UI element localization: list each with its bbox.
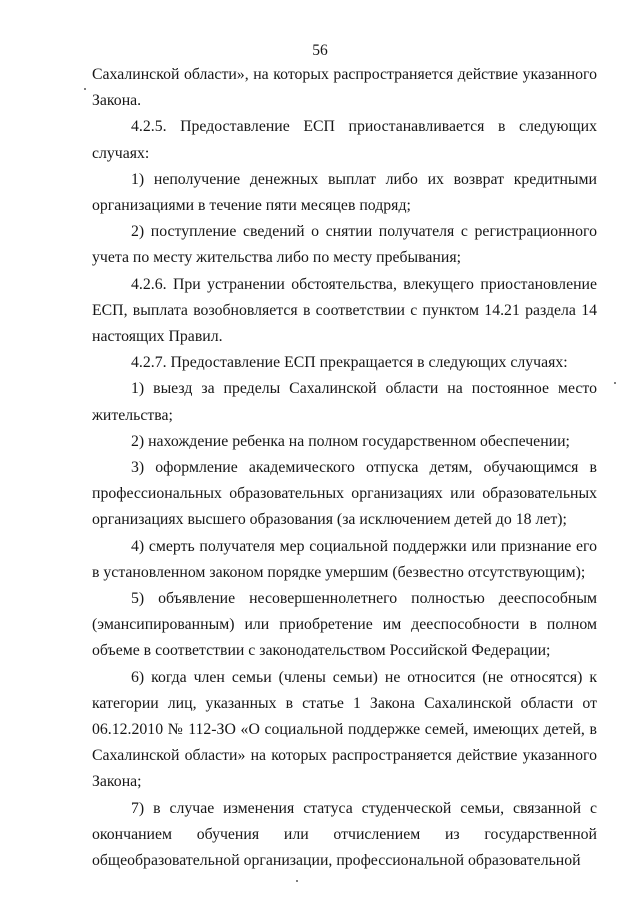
paragraph-4-2-7-item-5: 5) объявление несовершеннолетнего полностью дееспособным (эмансипированным) или приобретение им дееспособности в полном объеме в соответствии с законодательством Российской Федерации; [92, 590, 597, 660]
paragraph-4-2-5: 4.2.5. Предоставление ЕСП приостанавливается в следующих случаях: [92, 118, 597, 162]
paragraph-4-2-7-item-6: 6) когда член семьи (члены семьи) не относится (не относятся) к категории лиц, указанных в статье 1 Закона Сахалинской области от 06.12.2010 № 112-ЗО «О социальной поддержке семей, имеющих детей, в Сахалинской области» на которых распространяется действие указанного Закона; [92, 668, 597, 791]
scan-speck [84, 88, 86, 90]
paragraph-4-2-7-item-1: 1) выезд за пределы Сахалинской области на постоянное место жительства; [92, 380, 597, 424]
paragraph-continuation: Сахалинской области», на которых распространяется действие указанного Закона. [92, 66, 597, 110]
scan-speck [614, 382, 616, 384]
paragraph-4-2-7-item-2: 2) нахождение ребенка на полном государственном обеспечении; [131, 432, 570, 450]
page-number: 56 [312, 42, 328, 59]
scan-speck [296, 880, 298, 882]
document-body [92, 62, 597, 874]
paragraph-4-2-7: 4.2.7. Предоставление ЕСП прекращается в следующих случаях: [131, 354, 568, 372]
paragraph-4-2-5-item-1: 1) неполучение денежных выплат либо их возврат кредитными организациями в течение пяти месяцев подряд; [92, 170, 597, 215]
paragraph-4-2-7-item-3: 3) оформление академического отпуска детям, обучающимся в профессиональных образовательных организациях или образовательных организациях высшего образования (за исключением детей до 18 лет); [92, 459, 597, 529]
paragraph-4-2-5-item-2: 2) поступление сведений о снятии получателя с регистрационного учета по месту жительства либо по месту пребывания; [92, 223, 597, 267]
paragraph-4-2-7-item-4: 4) смерть получателя мер социальной поддержки или признание его в установленном законом порядке умершим (безвестно отсутствующим); [92, 537, 597, 581]
paragraph-4-2-6: 4.2.6. При устранении обстоятельства, влекущего приостановление ЕСП, выплата возобновляется в соответствии с пунктом 14.21 раздела 14 настоящих Правил. [92, 275, 597, 346]
paragraph-4-2-7-item-7: 7) в случае изменения статуса студенческой семьи, связанной с окончанием обучения или отчислением из государственной общеобразовательной организации, профессиональной образовательной [92, 799, 597, 870]
